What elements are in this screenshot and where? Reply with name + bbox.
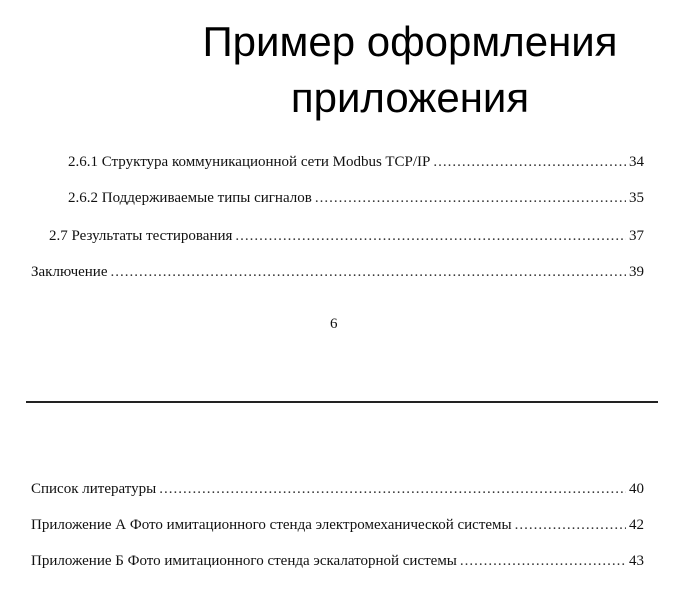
toc-dot-leader: [111, 264, 627, 281]
toc-entry-label: 2.7 Результаты тестирования: [49, 228, 233, 244]
toc-dot-leader: [433, 154, 626, 171]
toc-dot-leader: [159, 481, 626, 498]
toc-dot-leader: [315, 190, 626, 207]
toc-entry-page: 43: [629, 553, 644, 569]
toc-entry-page: 39: [629, 264, 644, 280]
toc-entry-page: 34: [629, 154, 644, 170]
toc-dot-leader: [515, 517, 626, 534]
page-break-divider: [26, 401, 658, 403]
toc-entry-label: Приложение А Фото имитационного стенда электромеханической системы: [31, 517, 512, 533]
toc-entry-page: 40: [629, 481, 644, 497]
toc-entry-label: Заключение: [31, 264, 108, 280]
toc-dot-leader: [460, 553, 626, 570]
slide-title: [150, 14, 670, 126]
toc-entry-label: 2.6.1 Структура коммуникационной сети Modbus TCP/IP: [68, 154, 431, 170]
toc-entry-page: 35: [629, 190, 644, 206]
toc-entry-label: Приложение Б Фото имитационного стенда эскалаторной системы: [31, 553, 457, 569]
document-page-number: 6: [330, 316, 338, 332]
toc-entry-label: 2.6.2 Поддерживаемые типы сигналов: [68, 190, 312, 206]
toc-entry: [68, 154, 644, 171]
toc-entry-label: Список литературы: [31, 481, 157, 497]
toc-entry: [31, 481, 644, 498]
slide-title-line-2: приложения: [290, 74, 530, 121]
toc-entry: [68, 190, 644, 207]
slide-title-line-1: Пример оформления: [202, 18, 618, 65]
toc-entry: [49, 228, 644, 245]
toc-entry: [31, 264, 644, 281]
toc-entry: [31, 553, 644, 570]
toc-entry-page: 37: [629, 228, 644, 244]
toc-entry: [31, 517, 644, 534]
toc-dot-leader: [235, 228, 626, 245]
toc-entry-page: 42: [629, 517, 644, 533]
